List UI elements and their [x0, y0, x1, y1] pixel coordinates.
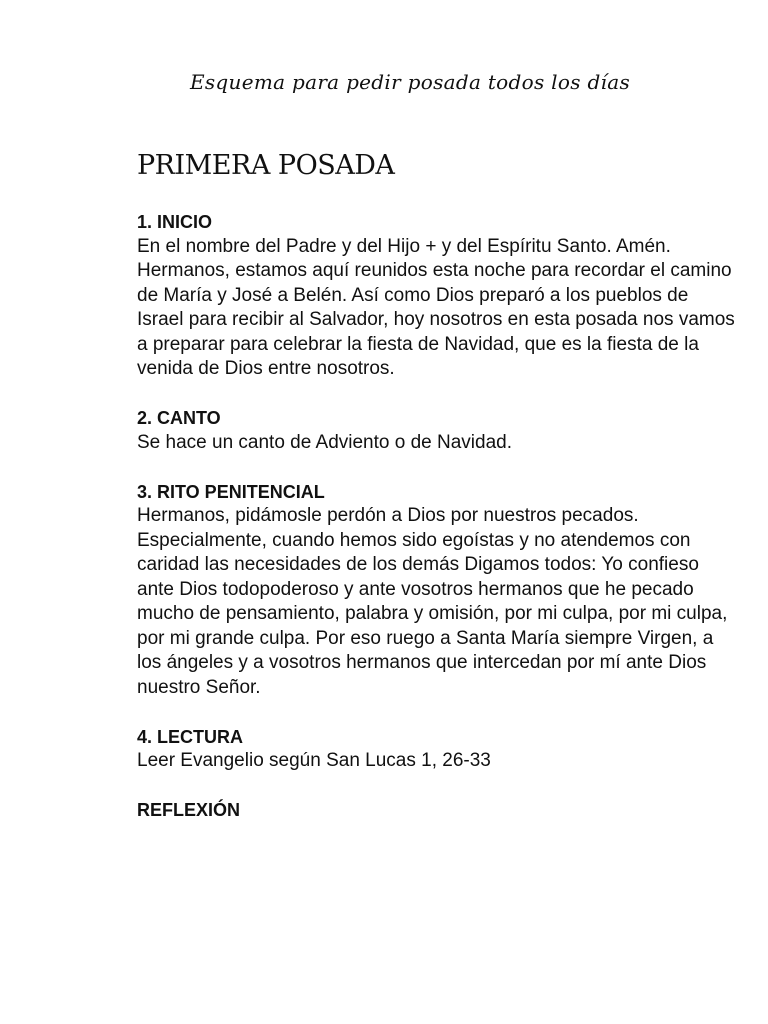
block-paragraph: Leer Evangelio según San Lucas 1, 26-33: [137, 750, 491, 771]
block-heading: 1. INICIO: [137, 212, 213, 232]
block-heading: REFLEXIÓN: [137, 800, 241, 820]
block-rito-penitencial: [137, 480, 737, 701]
block-heading: 3. RITO PENITENCIAL: [137, 481, 325, 502]
block-paragraph: Se hace un canto de Adviento o de Navidad.: [137, 431, 512, 453]
section-heading: PRIMERA POSADA: [137, 150, 395, 181]
block-paragraph: Hermanos, pidámosle perdón a Dios por nuestros pecados. Especialmente, cuando hemos sido egoístas y no atendemos con caridad las necesidades de los demás Digamos todos: Yo confieso ante Dios todopoderoso y ante vosotros hermanos que he pecado mucho de pensamiento, palabra y omisión, por mi culpa, por mi culpa, por mi grande culpa. Por eso ruego a Santa María siempre Virgen, a los ángeles y a vosotros hermanos que intercedan por mí ante Dios nuestro Señor.: [137, 505, 728, 698]
block-lectura: [137, 725, 737, 774]
block-paragraph: Hermanos, estamos aquí reunidos esta noche para recordar el camino de María y José a Belén. Así como Dios preparó a los pueblos de Israel para recibir al Salvador, hoy nosotros en esta posada nos vamos a preparar para celebrar la fiesta de Navidad, que es la fiesta de la venida de Dios entre nosotros.: [137, 260, 735, 379]
block-paragraph: En el nombre del Padre y del Hijo + y del Espíritu Santo. Amén.: [137, 235, 671, 257]
block-heading: 2. CANTO: [137, 408, 221, 428]
document-body: [137, 210, 737, 847]
document-title: Esquema para pedir posada todos los días: [189, 70, 631, 94]
block-canto: [137, 406, 737, 455]
block-heading: 4. LECTURA: [137, 726, 244, 747]
block-inicio: [137, 210, 737, 382]
block-reflexion: [137, 798, 737, 823]
